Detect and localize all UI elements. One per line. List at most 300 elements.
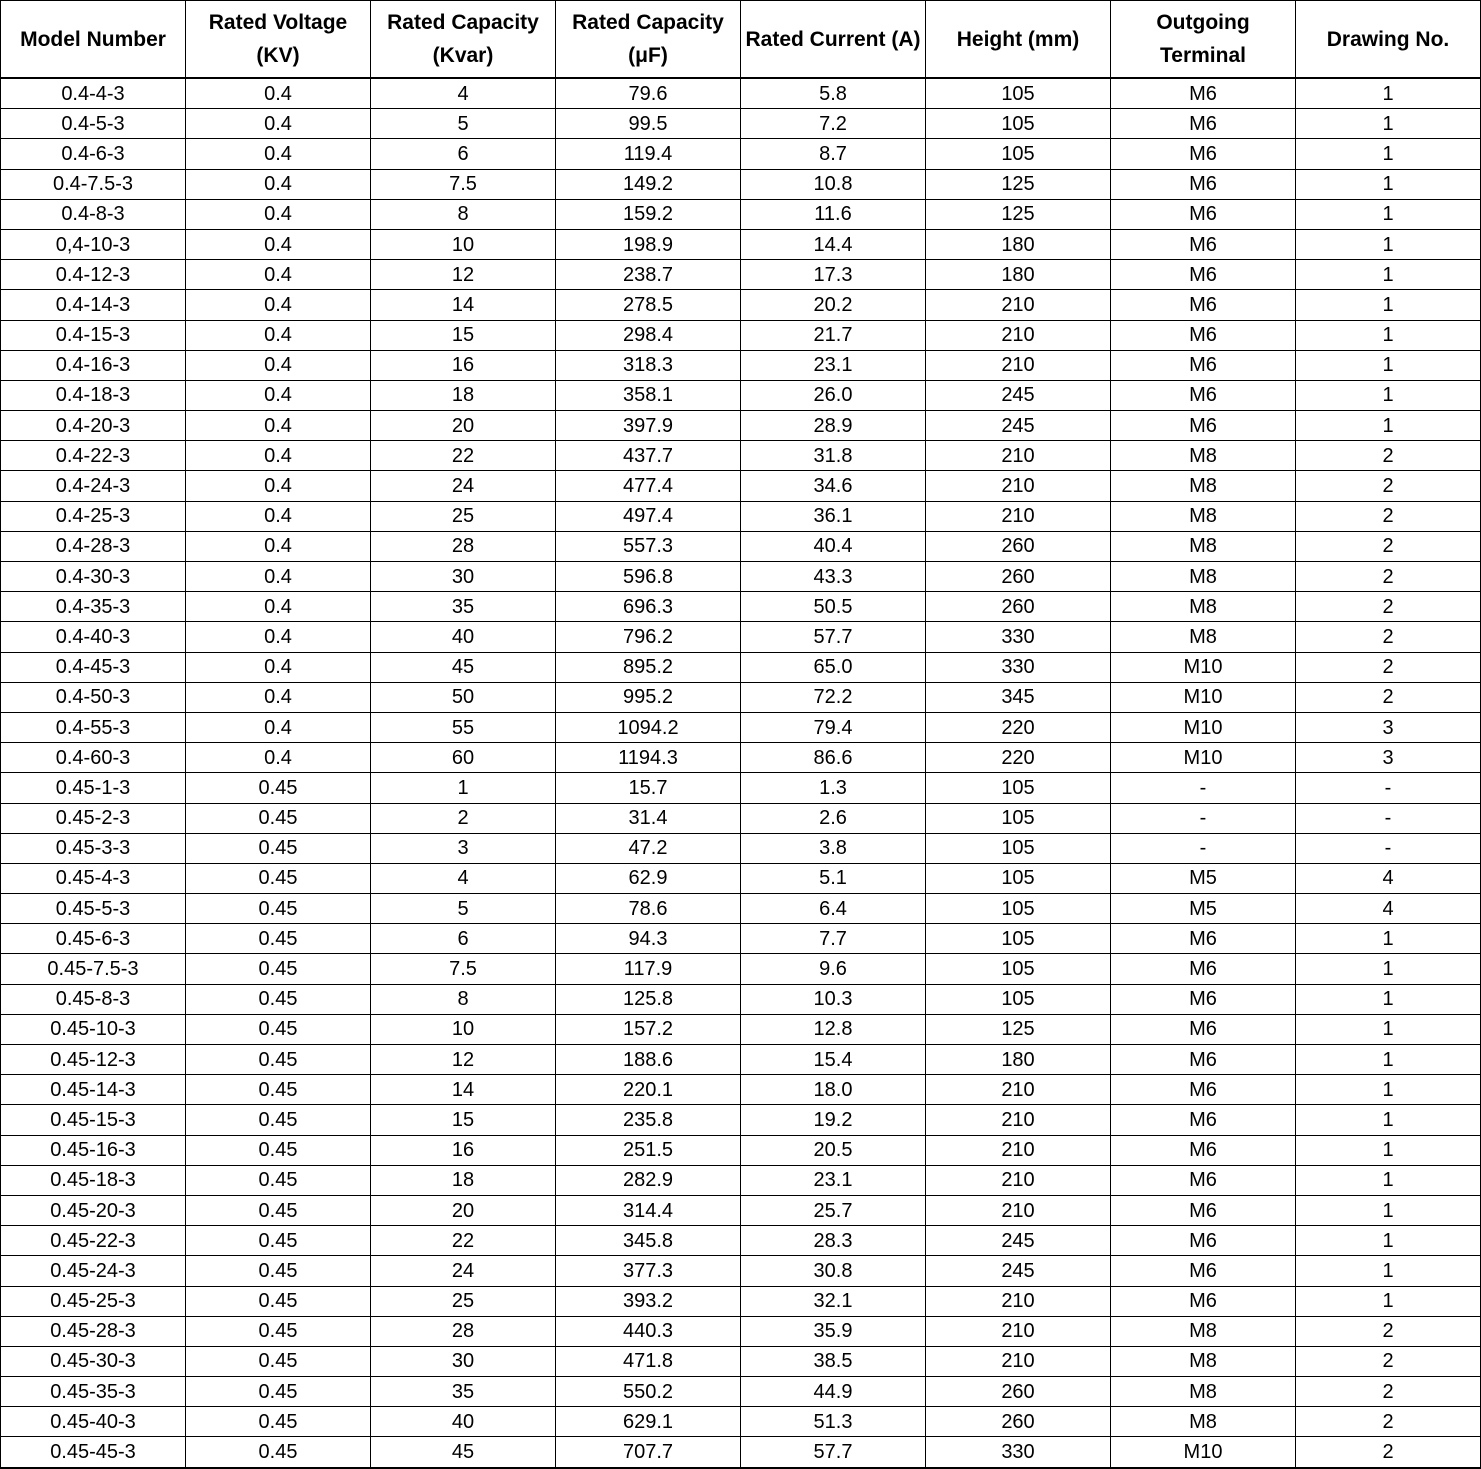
cell-height: 245 bbox=[926, 1226, 1111, 1256]
cell-rated-current: 21.7 bbox=[741, 320, 926, 350]
cell-outgoing-terminal: M6 bbox=[1111, 924, 1296, 954]
cell-rated-capacity-kvar: 35 bbox=[371, 592, 556, 622]
cell-rated-capacity-uf: 358.1 bbox=[556, 380, 741, 410]
cell-rated-voltage: 0.4 bbox=[186, 652, 371, 682]
cell-rated-capacity-kvar: 20 bbox=[371, 411, 556, 441]
cell-rated-current: 25.7 bbox=[741, 1195, 926, 1225]
header-drawing-no: Drawing No. bbox=[1296, 1, 1481, 79]
cell-height: 245 bbox=[926, 1256, 1111, 1286]
cell-height: 210 bbox=[926, 1105, 1111, 1135]
cell-model-number: 0.4-15-3 bbox=[1, 320, 186, 350]
cell-model-number: 0.4-55-3 bbox=[1, 712, 186, 742]
cell-drawing-no: 3 bbox=[1296, 712, 1481, 742]
table-row bbox=[1, 1105, 1481, 1135]
cell-rated-current: 44.9 bbox=[741, 1377, 926, 1407]
cell-drawing-no: 1 bbox=[1296, 350, 1481, 380]
cell-model-number: 0.45-14-3 bbox=[1, 1075, 186, 1105]
table-row bbox=[1, 1437, 1481, 1468]
cell-outgoing-terminal: M6 bbox=[1111, 260, 1296, 290]
cell-outgoing-terminal: M10 bbox=[1111, 1437, 1296, 1468]
cell-rated-current: 28.9 bbox=[741, 411, 926, 441]
cell-rated-capacity-uf: 377.3 bbox=[556, 1256, 741, 1286]
cell-rated-capacity-kvar: 55 bbox=[371, 712, 556, 742]
cell-rated-voltage: 0.4 bbox=[186, 592, 371, 622]
cell-outgoing-terminal: M8 bbox=[1111, 1407, 1296, 1437]
cell-model-number: 0.45-28-3 bbox=[1, 1316, 186, 1346]
table-row bbox=[1, 924, 1481, 954]
cell-drawing-no: 1 bbox=[1296, 1256, 1481, 1286]
cell-rated-capacity-uf: 393.2 bbox=[556, 1286, 741, 1316]
cell-rated-voltage: 0.45 bbox=[186, 1256, 371, 1286]
cell-model-number: 0.45-6-3 bbox=[1, 924, 186, 954]
cell-drawing-no: 4 bbox=[1296, 863, 1481, 893]
cell-rated-voltage: 0.45 bbox=[186, 1437, 371, 1468]
cell-rated-voltage: 0.4 bbox=[186, 622, 371, 652]
cell-rated-current: 86.6 bbox=[741, 743, 926, 773]
cell-height: 125 bbox=[926, 199, 1111, 229]
cell-height: 210 bbox=[926, 1346, 1111, 1376]
cell-rated-voltage: 0.4 bbox=[186, 411, 371, 441]
cell-rated-capacity-uf: 550.2 bbox=[556, 1377, 741, 1407]
cell-rated-current: 31.8 bbox=[741, 441, 926, 471]
cell-rated-capacity-uf: 159.2 bbox=[556, 199, 741, 229]
cell-rated-current: 30.8 bbox=[741, 1256, 926, 1286]
table-row bbox=[1, 229, 1481, 259]
cell-outgoing-terminal: M8 bbox=[1111, 471, 1296, 501]
cell-model-number: 0.45-30-3 bbox=[1, 1346, 186, 1376]
cell-rated-capacity-kvar: 15 bbox=[371, 320, 556, 350]
cell-rated-capacity-kvar: 12 bbox=[371, 260, 556, 290]
cell-outgoing-terminal: M8 bbox=[1111, 622, 1296, 652]
table-row bbox=[1, 592, 1481, 622]
header-row bbox=[1, 1, 1481, 79]
cell-outgoing-terminal: M6 bbox=[1111, 290, 1296, 320]
cell-rated-capacity-kvar: 50 bbox=[371, 682, 556, 712]
cell-model-number: 0.4-12-3 bbox=[1, 260, 186, 290]
cell-height: 220 bbox=[926, 712, 1111, 742]
cell-rated-capacity-kvar: 30 bbox=[371, 562, 556, 592]
cell-rated-current: 23.1 bbox=[741, 350, 926, 380]
cell-model-number: 0.45-2-3 bbox=[1, 803, 186, 833]
cell-model-number: 0.4-25-3 bbox=[1, 501, 186, 531]
cell-rated-capacity-uf: 278.5 bbox=[556, 290, 741, 320]
cell-height: 105 bbox=[926, 954, 1111, 984]
table-row bbox=[1, 1286, 1481, 1316]
cell-outgoing-terminal: M8 bbox=[1111, 1377, 1296, 1407]
table-row bbox=[1, 78, 1481, 109]
cell-rated-current: 2.6 bbox=[741, 803, 926, 833]
table-row bbox=[1, 531, 1481, 561]
cell-rated-current: 1.3 bbox=[741, 773, 926, 803]
cell-drawing-no: 1 bbox=[1296, 924, 1481, 954]
cell-rated-capacity-kvar: 7.5 bbox=[371, 954, 556, 984]
cell-rated-current: 19.2 bbox=[741, 1105, 926, 1135]
cell-height: 180 bbox=[926, 260, 1111, 290]
cell-drawing-no: 1 bbox=[1296, 380, 1481, 410]
cell-rated-current: 26.0 bbox=[741, 380, 926, 410]
cell-height: 180 bbox=[926, 229, 1111, 259]
table-row bbox=[1, 1195, 1481, 1225]
cell-rated-capacity-kvar: 25 bbox=[371, 501, 556, 531]
cell-outgoing-terminal: M8 bbox=[1111, 562, 1296, 592]
cell-rated-capacity-kvar: 35 bbox=[371, 1377, 556, 1407]
cell-rated-current: 40.4 bbox=[741, 531, 926, 561]
cell-drawing-no: 1 bbox=[1296, 199, 1481, 229]
table-row bbox=[1, 1316, 1481, 1346]
cell-outgoing-terminal: M6 bbox=[1111, 1045, 1296, 1075]
cell-drawing-no: 2 bbox=[1296, 562, 1481, 592]
cell-outgoing-terminal: M8 bbox=[1111, 501, 1296, 531]
cell-model-number: 0.4-28-3 bbox=[1, 531, 186, 561]
cell-model-number: 0.4-5-3 bbox=[1, 109, 186, 139]
cell-rated-voltage: 0.4 bbox=[186, 139, 371, 169]
cell-height: 330 bbox=[926, 1437, 1111, 1468]
cell-rated-capacity-uf: 47.2 bbox=[556, 833, 741, 863]
cell-drawing-no: 1 bbox=[1296, 229, 1481, 259]
cell-model-number: 0.4-22-3 bbox=[1, 441, 186, 471]
cell-rated-capacity-uf: 497.4 bbox=[556, 501, 741, 531]
cell-rated-capacity-uf: 1094.2 bbox=[556, 712, 741, 742]
table-row bbox=[1, 773, 1481, 803]
cell-drawing-no: 2 bbox=[1296, 592, 1481, 622]
cell-rated-capacity-uf: 198.9 bbox=[556, 229, 741, 259]
cell-height: 260 bbox=[926, 592, 1111, 622]
cell-rated-voltage: 0.4 bbox=[186, 531, 371, 561]
cell-rated-capacity-kvar: 7.5 bbox=[371, 169, 556, 199]
cell-rated-current: 23.1 bbox=[741, 1165, 926, 1195]
cell-drawing-no: 2 bbox=[1296, 1316, 1481, 1346]
cell-height: 210 bbox=[926, 1165, 1111, 1195]
cell-model-number: 0.4-40-3 bbox=[1, 622, 186, 652]
cell-rated-capacity-kvar: 4 bbox=[371, 863, 556, 893]
cell-rated-voltage: 0.45 bbox=[186, 1346, 371, 1376]
cell-height: 245 bbox=[926, 380, 1111, 410]
cell-rated-capacity-kvar: 14 bbox=[371, 1075, 556, 1105]
cell-model-number: 0.4-30-3 bbox=[1, 562, 186, 592]
cell-model-number: 0.45-4-3 bbox=[1, 863, 186, 893]
cell-rated-capacity-uf: 437.7 bbox=[556, 441, 741, 471]
cell-rated-capacity-uf: 995.2 bbox=[556, 682, 741, 712]
cell-drawing-no: 1 bbox=[1296, 260, 1481, 290]
cell-rated-capacity-uf: 696.3 bbox=[556, 592, 741, 622]
cell-rated-capacity-kvar: 16 bbox=[371, 1135, 556, 1165]
cell-rated-current: 72.2 bbox=[741, 682, 926, 712]
table-row bbox=[1, 411, 1481, 441]
cell-rated-voltage: 0.4 bbox=[186, 199, 371, 229]
cell-rated-capacity-uf: 15.7 bbox=[556, 773, 741, 803]
cell-drawing-no: 1 bbox=[1296, 1014, 1481, 1044]
cell-model-number: 0.4-4-3 bbox=[1, 78, 186, 109]
table-row bbox=[1, 1014, 1481, 1044]
table-body bbox=[1, 78, 1481, 1468]
header-rated-current: Rated Current (A) bbox=[741, 1, 926, 79]
cell-drawing-no: 2 bbox=[1296, 652, 1481, 682]
table-row bbox=[1, 652, 1481, 682]
table-header bbox=[1, 1, 1481, 79]
table-row bbox=[1, 743, 1481, 773]
cell-rated-voltage: 0.4 bbox=[186, 290, 371, 320]
cell-rated-current: 20.5 bbox=[741, 1135, 926, 1165]
header-height: Height (mm) bbox=[926, 1, 1111, 79]
cell-rated-capacity-kvar: 12 bbox=[371, 1045, 556, 1075]
cell-rated-capacity-uf: 1194.3 bbox=[556, 743, 741, 773]
cell-outgoing-terminal: M6 bbox=[1111, 380, 1296, 410]
cell-rated-capacity-kvar: 60 bbox=[371, 743, 556, 773]
cell-drawing-no: 1 bbox=[1296, 1045, 1481, 1075]
cell-height: 210 bbox=[926, 471, 1111, 501]
cell-rated-voltage: 0.4 bbox=[186, 260, 371, 290]
table-row bbox=[1, 984, 1481, 1014]
header-outgoing-terminal: Outgoing Terminal bbox=[1111, 1, 1296, 79]
cell-model-number: 0.45-3-3 bbox=[1, 833, 186, 863]
cell-height: 260 bbox=[926, 1407, 1111, 1437]
cell-rated-capacity-uf: 251.5 bbox=[556, 1135, 741, 1165]
cell-outgoing-terminal: M6 bbox=[1111, 1135, 1296, 1165]
cell-outgoing-terminal: M6 bbox=[1111, 169, 1296, 199]
table-row bbox=[1, 260, 1481, 290]
cell-rated-current: 11.6 bbox=[741, 199, 926, 229]
cell-rated-current: 8.7 bbox=[741, 139, 926, 169]
cell-outgoing-terminal: M10 bbox=[1111, 682, 1296, 712]
cell-model-number: 0.4-20-3 bbox=[1, 411, 186, 441]
cell-height: 210 bbox=[926, 290, 1111, 320]
cell-outgoing-terminal: M6 bbox=[1111, 954, 1296, 984]
cell-rated-current: 10.8 bbox=[741, 169, 926, 199]
table-row bbox=[1, 109, 1481, 139]
cell-height: 105 bbox=[926, 894, 1111, 924]
cell-model-number: 0.4-50-3 bbox=[1, 682, 186, 712]
cell-model-number: 0.45-5-3 bbox=[1, 894, 186, 924]
cell-rated-voltage: 0.45 bbox=[186, 1165, 371, 1195]
cell-outgoing-terminal: M6 bbox=[1111, 1105, 1296, 1135]
cell-rated-voltage: 0.4 bbox=[186, 229, 371, 259]
cell-height: 260 bbox=[926, 531, 1111, 561]
table-row bbox=[1, 139, 1481, 169]
cell-drawing-no: 1 bbox=[1296, 1195, 1481, 1225]
cell-rated-voltage: 0.45 bbox=[186, 773, 371, 803]
cell-drawing-no: 2 bbox=[1296, 1377, 1481, 1407]
cell-height: 105 bbox=[926, 109, 1111, 139]
cell-outgoing-terminal: M8 bbox=[1111, 531, 1296, 561]
cell-rated-voltage: 0.45 bbox=[186, 1045, 371, 1075]
cell-model-number: 0.4-14-3 bbox=[1, 290, 186, 320]
cell-rated-capacity-kvar: 28 bbox=[371, 531, 556, 561]
cell-outgoing-terminal: M6 bbox=[1111, 1256, 1296, 1286]
cell-rated-capacity-uf: 117.9 bbox=[556, 954, 741, 984]
cell-rated-capacity-kvar: 24 bbox=[371, 471, 556, 501]
cell-outgoing-terminal: M6 bbox=[1111, 984, 1296, 1014]
cell-height: 330 bbox=[926, 652, 1111, 682]
cell-height: 105 bbox=[926, 833, 1111, 863]
cell-outgoing-terminal: M6 bbox=[1111, 320, 1296, 350]
cell-rated-current: 7.2 bbox=[741, 109, 926, 139]
cell-rated-current: 15.4 bbox=[741, 1045, 926, 1075]
cell-rated-capacity-kvar: 4 bbox=[371, 78, 556, 109]
cell-model-number: 0.45-15-3 bbox=[1, 1105, 186, 1135]
cell-height: 105 bbox=[926, 863, 1111, 893]
cell-rated-current: 50.5 bbox=[741, 592, 926, 622]
cell-model-number: 0.45-20-3 bbox=[1, 1195, 186, 1225]
cell-rated-capacity-kvar: 20 bbox=[371, 1195, 556, 1225]
table-row bbox=[1, 380, 1481, 410]
cell-rated-capacity-uf: 895.2 bbox=[556, 652, 741, 682]
cell-drawing-no: 2 bbox=[1296, 682, 1481, 712]
cell-model-number: 0.45-18-3 bbox=[1, 1165, 186, 1195]
cell-rated-current: 28.3 bbox=[741, 1226, 926, 1256]
cell-model-number: 0.4-8-3 bbox=[1, 199, 186, 229]
cell-height: 210 bbox=[926, 441, 1111, 471]
cell-rated-capacity-uf: 79.6 bbox=[556, 78, 741, 109]
cell-height: 260 bbox=[926, 562, 1111, 592]
cell-outgoing-terminal: M8 bbox=[1111, 1346, 1296, 1376]
cell-rated-capacity-uf: 318.3 bbox=[556, 350, 741, 380]
cell-outgoing-terminal: M5 bbox=[1111, 863, 1296, 893]
cell-drawing-no: 3 bbox=[1296, 743, 1481, 773]
cell-rated-current: 43.3 bbox=[741, 562, 926, 592]
table-row bbox=[1, 894, 1481, 924]
cell-height: 245 bbox=[926, 411, 1111, 441]
cell-rated-voltage: 0.4 bbox=[186, 712, 371, 742]
cell-height: 210 bbox=[926, 1195, 1111, 1225]
cell-rated-capacity-kvar: 28 bbox=[371, 1316, 556, 1346]
cell-model-number: 0.4-45-3 bbox=[1, 652, 186, 682]
cell-rated-capacity-kvar: 18 bbox=[371, 380, 556, 410]
cell-height: 105 bbox=[926, 803, 1111, 833]
cell-model-number: 0.45-22-3 bbox=[1, 1226, 186, 1256]
table-row bbox=[1, 712, 1481, 742]
cell-height: 125 bbox=[926, 1014, 1111, 1044]
table-row bbox=[1, 1346, 1481, 1376]
cell-rated-capacity-kvar: 8 bbox=[371, 984, 556, 1014]
table-row bbox=[1, 441, 1481, 471]
cell-rated-capacity-kvar: 45 bbox=[371, 1437, 556, 1468]
cell-drawing-no: 1 bbox=[1296, 1286, 1481, 1316]
cell-rated-capacity-uf: 125.8 bbox=[556, 984, 741, 1014]
cell-model-number: 0.4-18-3 bbox=[1, 380, 186, 410]
cell-rated-voltage: 0.4 bbox=[186, 743, 371, 773]
cell-model-number: 0,4-10-3 bbox=[1, 229, 186, 259]
cell-rated-capacity-uf: 157.2 bbox=[556, 1014, 741, 1044]
cell-model-number: 0.45-24-3 bbox=[1, 1256, 186, 1286]
cell-rated-capacity-uf: 94.3 bbox=[556, 924, 741, 954]
cell-height: 105 bbox=[926, 924, 1111, 954]
cell-drawing-no: 1 bbox=[1296, 1105, 1481, 1135]
cell-drawing-no: 1 bbox=[1296, 320, 1481, 350]
cell-outgoing-terminal: - bbox=[1111, 773, 1296, 803]
cell-rated-current: 5.1 bbox=[741, 863, 926, 893]
cell-drawing-no: 1 bbox=[1296, 109, 1481, 139]
cell-height: 105 bbox=[926, 984, 1111, 1014]
table-row bbox=[1, 562, 1481, 592]
cell-rated-voltage: 0.45 bbox=[186, 1286, 371, 1316]
cell-rated-voltage: 0.4 bbox=[186, 320, 371, 350]
cell-outgoing-terminal: M10 bbox=[1111, 712, 1296, 742]
cell-model-number: 0.45-25-3 bbox=[1, 1286, 186, 1316]
cell-rated-capacity-kvar: 22 bbox=[371, 1226, 556, 1256]
cell-rated-voltage: 0.4 bbox=[186, 109, 371, 139]
cell-rated-capacity-uf: 629.1 bbox=[556, 1407, 741, 1437]
cell-rated-capacity-uf: 99.5 bbox=[556, 109, 741, 139]
cell-outgoing-terminal: M8 bbox=[1111, 592, 1296, 622]
cell-height: 210 bbox=[926, 320, 1111, 350]
cell-rated-current: 3.8 bbox=[741, 833, 926, 863]
header-rated-capacity-kvar: Rated Capacity (Kvar) bbox=[371, 1, 556, 79]
cell-height: 210 bbox=[926, 1286, 1111, 1316]
cell-drawing-no: 1 bbox=[1296, 984, 1481, 1014]
cell-outgoing-terminal: M6 bbox=[1111, 139, 1296, 169]
cell-height: 105 bbox=[926, 139, 1111, 169]
cell-drawing-no: 1 bbox=[1296, 78, 1481, 109]
table-row bbox=[1, 1045, 1481, 1075]
cell-rated-current: 14.4 bbox=[741, 229, 926, 259]
cell-rated-capacity-uf: 440.3 bbox=[556, 1316, 741, 1346]
cell-rated-capacity-kvar: 22 bbox=[371, 441, 556, 471]
cell-rated-current: 36.1 bbox=[741, 501, 926, 531]
cell-drawing-no: - bbox=[1296, 833, 1481, 863]
cell-rated-voltage: 0.4 bbox=[186, 441, 371, 471]
table-row bbox=[1, 350, 1481, 380]
cell-rated-capacity-uf: 477.4 bbox=[556, 471, 741, 501]
cell-rated-capacity-uf: 471.8 bbox=[556, 1346, 741, 1376]
cell-rated-voltage: 0.45 bbox=[186, 954, 371, 984]
cell-rated-voltage: 0.45 bbox=[186, 1105, 371, 1135]
cell-drawing-no: - bbox=[1296, 773, 1481, 803]
table-row bbox=[1, 682, 1481, 712]
cell-rated-capacity-uf: 397.9 bbox=[556, 411, 741, 441]
cell-drawing-no: 1 bbox=[1296, 290, 1481, 320]
cell-rated-capacity-uf: 235.8 bbox=[556, 1105, 741, 1135]
cell-rated-current: 34.6 bbox=[741, 471, 926, 501]
table-row bbox=[1, 471, 1481, 501]
cell-rated-capacity-uf: 188.6 bbox=[556, 1045, 741, 1075]
cell-rated-capacity-uf: 557.3 bbox=[556, 531, 741, 561]
cell-model-number: 0.4-35-3 bbox=[1, 592, 186, 622]
cell-rated-current: 32.1 bbox=[741, 1286, 926, 1316]
cell-drawing-no: 1 bbox=[1296, 1226, 1481, 1256]
cell-rated-capacity-kvar: 5 bbox=[371, 894, 556, 924]
cell-rated-capacity-uf: 298.4 bbox=[556, 320, 741, 350]
cell-rated-capacity-uf: 796.2 bbox=[556, 622, 741, 652]
cell-rated-voltage: 0.4 bbox=[186, 471, 371, 501]
cell-height: 260 bbox=[926, 1377, 1111, 1407]
cell-rated-voltage: 0.45 bbox=[186, 803, 371, 833]
cell-rated-capacity-kvar: 45 bbox=[371, 652, 556, 682]
cell-model-number: 0.4-6-3 bbox=[1, 139, 186, 169]
cell-model-number: 0.4-24-3 bbox=[1, 471, 186, 501]
cell-rated-capacity-kvar: 8 bbox=[371, 199, 556, 229]
cell-model-number: 0.45-40-3 bbox=[1, 1407, 186, 1437]
cell-outgoing-terminal: M6 bbox=[1111, 350, 1296, 380]
cell-rated-capacity-kvar: 40 bbox=[371, 622, 556, 652]
cell-rated-capacity-uf: 707.7 bbox=[556, 1437, 741, 1468]
cell-rated-current: 6.4 bbox=[741, 894, 926, 924]
table-row bbox=[1, 1165, 1481, 1195]
cell-height: 105 bbox=[926, 773, 1111, 803]
cell-rated-capacity-uf: 345.8 bbox=[556, 1226, 741, 1256]
cell-drawing-no: 1 bbox=[1296, 411, 1481, 441]
table-row bbox=[1, 1256, 1481, 1286]
cell-outgoing-terminal: M10 bbox=[1111, 743, 1296, 773]
cell-drawing-no: 1 bbox=[1296, 1135, 1481, 1165]
cell-rated-current: 10.3 bbox=[741, 984, 926, 1014]
cell-model-number: 0.45-12-3 bbox=[1, 1045, 186, 1075]
cell-rated-capacity-kvar: 6 bbox=[371, 924, 556, 954]
cell-rated-capacity-uf: 314.4 bbox=[556, 1195, 741, 1225]
cell-height: 210 bbox=[926, 1135, 1111, 1165]
cell-drawing-no: - bbox=[1296, 803, 1481, 833]
cell-drawing-no: 2 bbox=[1296, 1407, 1481, 1437]
table-row bbox=[1, 1135, 1481, 1165]
